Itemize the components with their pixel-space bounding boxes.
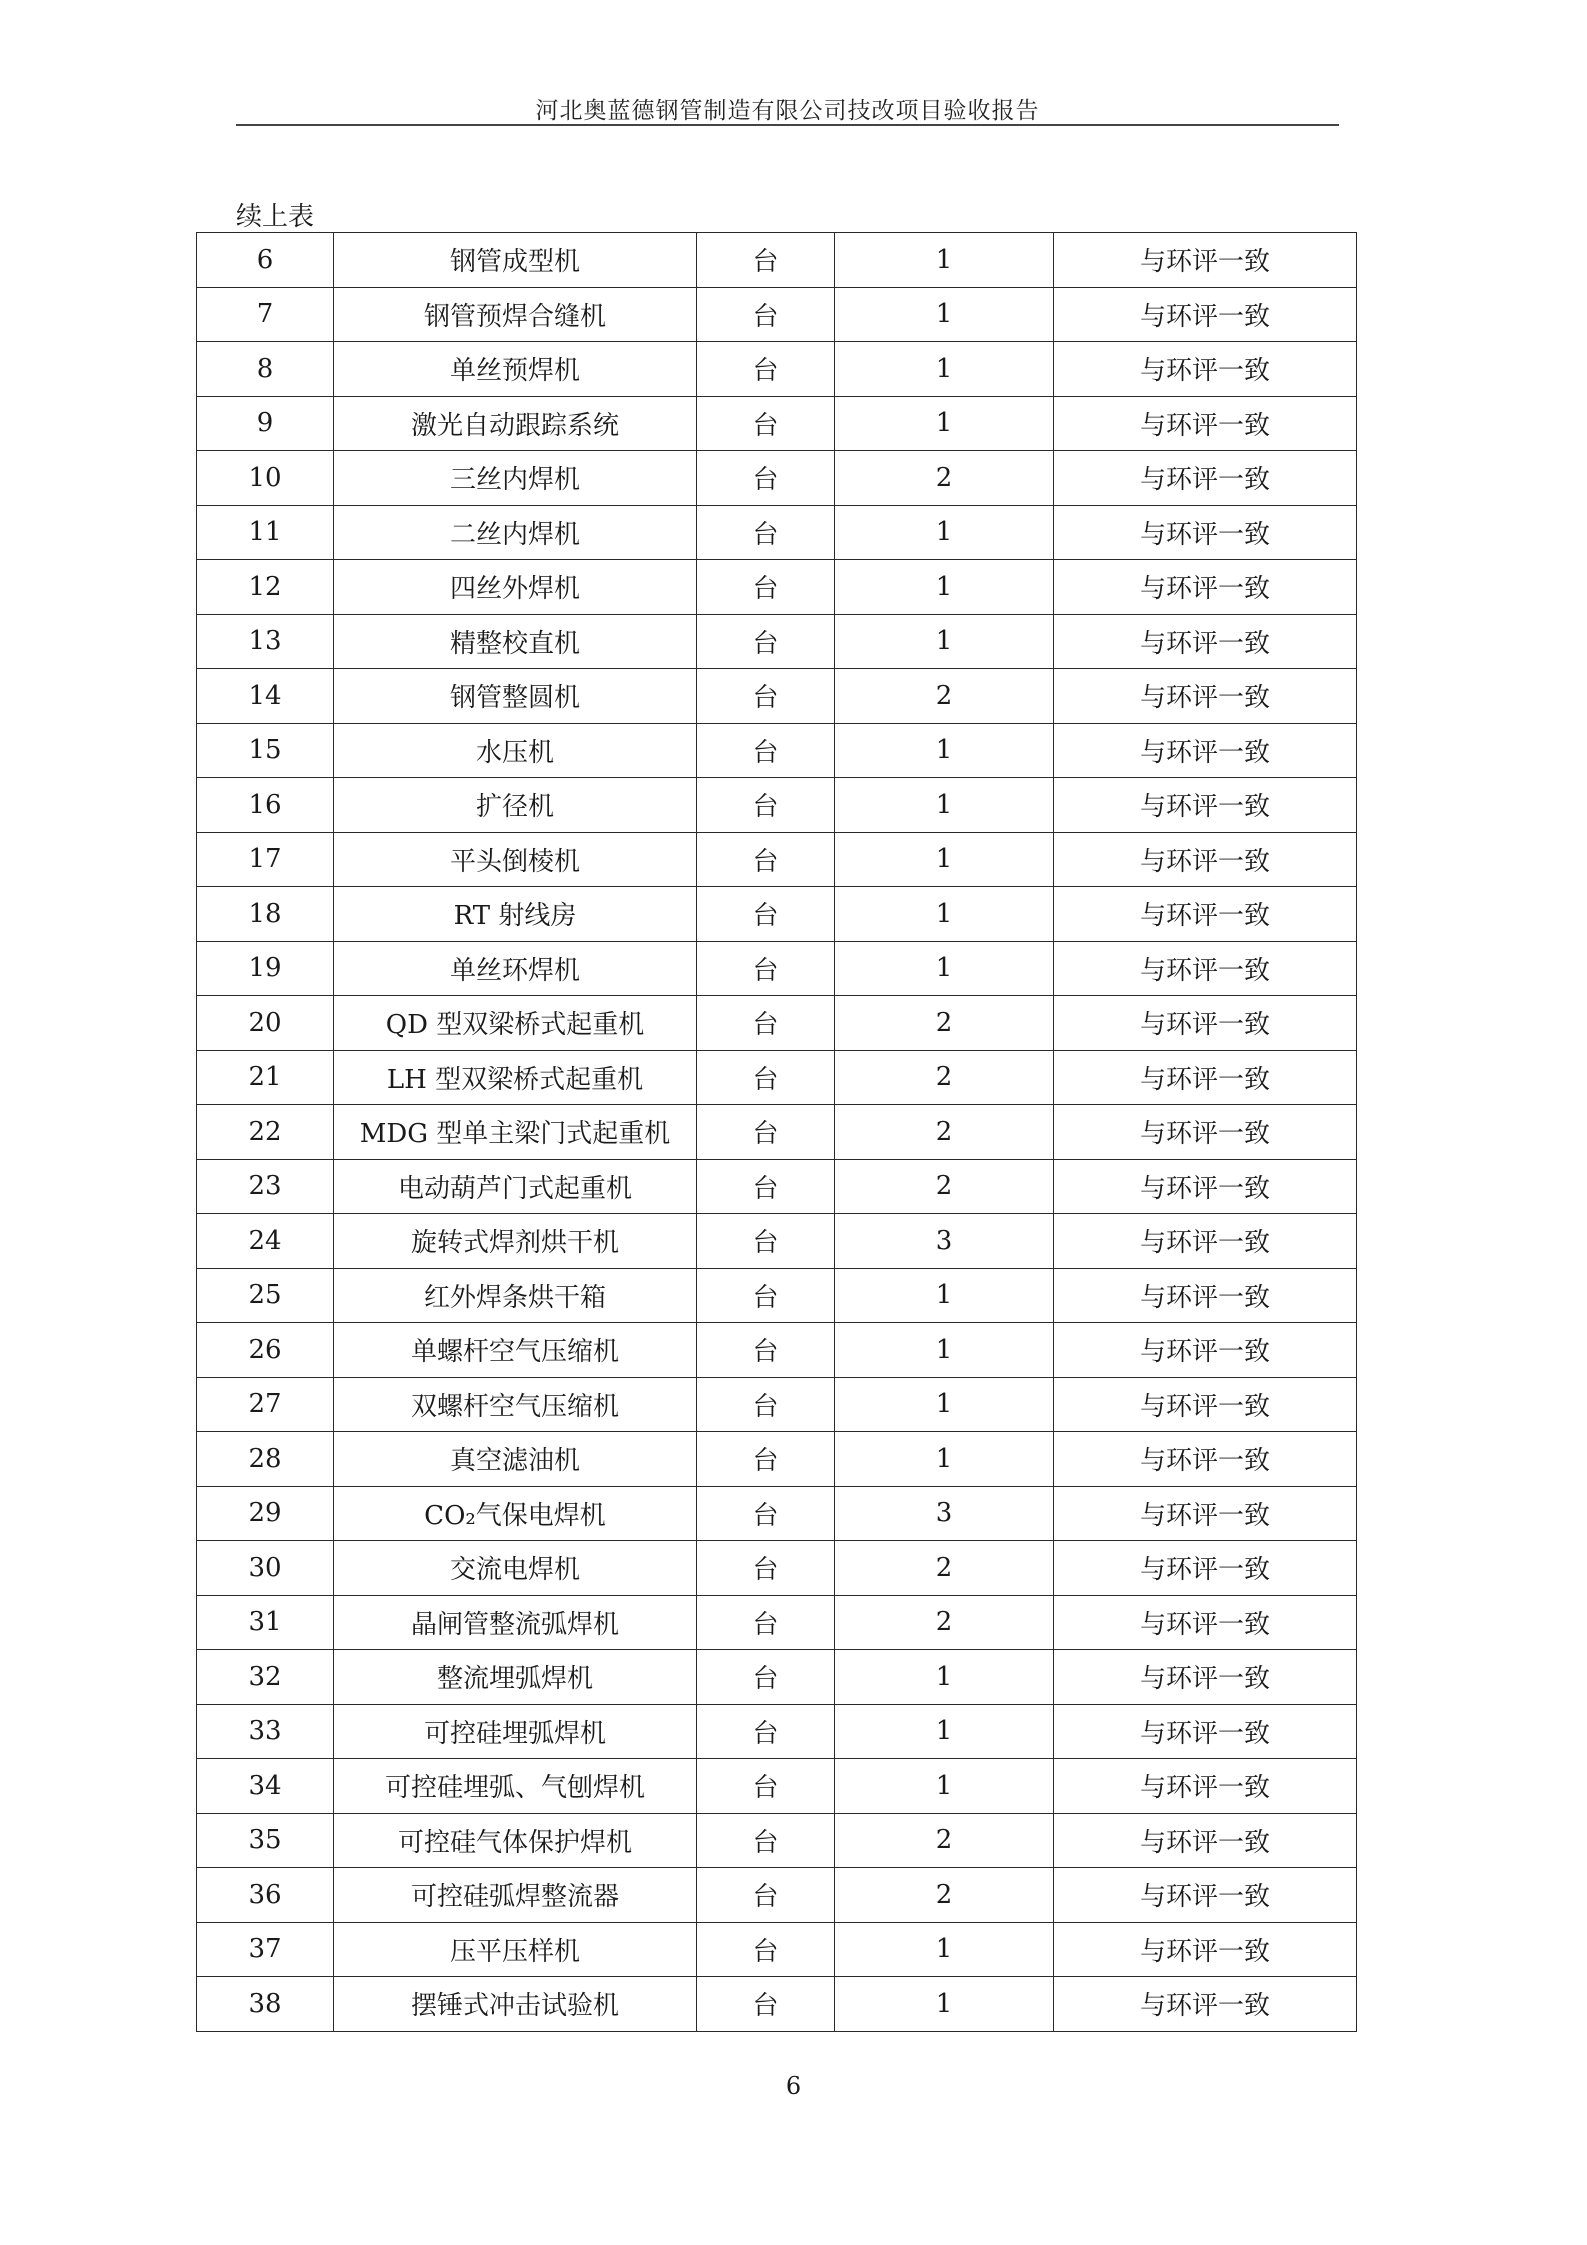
equipment-name-cell: 交流电焊机	[334, 1541, 697, 1596]
header-divider	[236, 124, 1339, 126]
unit-cell: 台	[697, 1650, 835, 1705]
table-row	[197, 1922, 1357, 1977]
unit-cell: 台	[697, 1486, 835, 1541]
remark-cell: 与环评一致	[1054, 1105, 1357, 1160]
equipment-name-cell: 可控硅气体保护焊机	[334, 1813, 697, 1868]
unit-cell: 台	[697, 505, 835, 560]
row-number-cell: 36	[197, 1868, 334, 1923]
quantity-cell: 3	[835, 1486, 1054, 1541]
quantity-cell: 1	[835, 778, 1054, 833]
remark-cell: 与环评一致	[1054, 614, 1357, 669]
row-number-cell: 23	[197, 1159, 334, 1214]
table-row	[197, 832, 1357, 887]
unit-cell: 台	[697, 1595, 835, 1650]
row-number-cell: 9	[197, 396, 334, 451]
unit-cell: 台	[697, 1868, 835, 1923]
unit-cell: 台	[697, 887, 835, 942]
table-row	[197, 1050, 1357, 1105]
unit-cell: 台	[697, 614, 835, 669]
quantity-cell: 1	[835, 1268, 1054, 1323]
remark-cell: 与环评一致	[1054, 1323, 1357, 1378]
remark-cell: 与环评一致	[1054, 1050, 1357, 1105]
remark-cell: 与环评一致	[1054, 396, 1357, 451]
table-row	[197, 342, 1357, 397]
quantity-cell: 1	[835, 832, 1054, 887]
table-row	[197, 996, 1357, 1051]
row-number-cell: 8	[197, 342, 334, 397]
quantity-cell: 1	[835, 396, 1054, 451]
unit-cell: 台	[697, 1977, 835, 2032]
table-row	[197, 723, 1357, 778]
remark-cell: 与环评一致	[1054, 233, 1357, 288]
quantity-cell: 1	[835, 941, 1054, 996]
unit-cell: 台	[697, 1704, 835, 1759]
row-number-cell: 14	[197, 669, 334, 724]
row-number-cell: 22	[197, 1105, 334, 1160]
equipment-name-cell: LH 型双梁桥式起重机	[334, 1050, 697, 1105]
unit-cell: 台	[697, 1050, 835, 1105]
equipment-name-cell: RT 射线房	[334, 887, 697, 942]
equipment-name-cell: 整流埋弧焊机	[334, 1650, 697, 1705]
row-number-cell: 15	[197, 723, 334, 778]
row-number-cell: 20	[197, 996, 334, 1051]
remark-cell: 与环评一致	[1054, 669, 1357, 724]
row-number-cell: 16	[197, 778, 334, 833]
remark-cell: 与环评一致	[1054, 342, 1357, 397]
equipment-name-cell: 旋转式焊剂烘干机	[334, 1214, 697, 1269]
table-row	[197, 1105, 1357, 1160]
table-row	[197, 941, 1357, 996]
equipment-name-cell: 可控硅埋弧、气刨焊机	[334, 1759, 697, 1814]
row-number-cell: 11	[197, 505, 334, 560]
quantity-cell: 1	[835, 1650, 1054, 1705]
equipment-name-cell: 钢管预焊合缝机	[334, 287, 697, 342]
quantity-cell: 2	[835, 996, 1054, 1051]
quantity-cell: 1	[835, 1432, 1054, 1487]
remark-cell: 与环评一致	[1054, 887, 1357, 942]
equipment-name-cell: 精整校直机	[334, 614, 697, 669]
table-row	[197, 1759, 1357, 1814]
equipment-name-cell: 钢管整圆机	[334, 669, 697, 724]
equipment-name-cell: 单螺杆空气压缩机	[334, 1323, 697, 1378]
unit-cell: 台	[697, 1377, 835, 1432]
remark-cell: 与环评一致	[1054, 723, 1357, 778]
table-row	[197, 1704, 1357, 1759]
table-row	[197, 1432, 1357, 1487]
equipment-name-cell: 钢管成型机	[334, 233, 697, 288]
unit-cell: 台	[697, 1813, 835, 1868]
quantity-cell: 1	[835, 233, 1054, 288]
row-number-cell: 24	[197, 1214, 334, 1269]
table-row	[197, 614, 1357, 669]
table-row	[197, 1268, 1357, 1323]
table-row	[197, 887, 1357, 942]
remark-cell: 与环评一致	[1054, 560, 1357, 615]
quantity-cell: 1	[835, 287, 1054, 342]
unit-cell: 台	[697, 1159, 835, 1214]
remark-cell: 与环评一致	[1054, 505, 1357, 560]
unit-cell: 台	[697, 560, 835, 615]
row-number-cell: 34	[197, 1759, 334, 1814]
quantity-cell: 2	[835, 1050, 1054, 1105]
remark-cell: 与环评一致	[1054, 1650, 1357, 1705]
remark-cell: 与环评一致	[1054, 1214, 1357, 1269]
row-number-cell: 30	[197, 1541, 334, 1596]
quantity-cell: 1	[835, 1759, 1054, 1814]
equipment-name-cell: 二丝内焊机	[334, 505, 697, 560]
equipment-name-cell: CO₂气保电焊机	[334, 1486, 697, 1541]
unit-cell: 台	[697, 1432, 835, 1487]
unit-cell: 台	[697, 451, 835, 506]
unit-cell: 台	[697, 1541, 835, 1596]
row-number-cell: 25	[197, 1268, 334, 1323]
quantity-cell: 1	[835, 1377, 1054, 1432]
equipment-table	[196, 232, 1357, 2032]
table-row	[197, 1868, 1357, 1923]
unit-cell: 台	[697, 1922, 835, 1977]
quantity-cell: 1	[835, 614, 1054, 669]
table-row	[197, 560, 1357, 615]
remark-cell: 与环评一致	[1054, 1704, 1357, 1759]
quantity-cell: 2	[835, 1159, 1054, 1214]
page-number: 6	[785, 2072, 802, 2100]
table-row	[197, 1595, 1357, 1650]
equipment-name-cell: 四丝外焊机	[334, 560, 697, 615]
quantity-cell: 1	[835, 1922, 1054, 1977]
remark-cell: 与环评一致	[1054, 287, 1357, 342]
quantity-cell: 2	[835, 451, 1054, 506]
row-number-cell: 31	[197, 1595, 334, 1650]
remark-cell: 与环评一致	[1054, 1813, 1357, 1868]
remark-cell: 与环评一致	[1054, 1159, 1357, 1214]
equipment-name-cell: 双螺杆空气压缩机	[334, 1377, 697, 1432]
remark-cell: 与环评一致	[1054, 1377, 1357, 1432]
equipment-name-cell: 单丝预焊机	[334, 342, 697, 397]
quantity-cell: 1	[835, 1977, 1054, 2032]
quantity-cell: 3	[835, 1214, 1054, 1269]
quantity-cell: 2	[835, 1868, 1054, 1923]
equipment-name-cell: 扩径机	[334, 778, 697, 833]
equipment-name-cell: 单丝环焊机	[334, 941, 697, 996]
equipment-table-body	[197, 233, 1357, 2032]
unit-cell: 台	[697, 342, 835, 397]
quantity-cell: 1	[835, 1323, 1054, 1378]
unit-cell: 台	[697, 396, 835, 451]
equipment-name-cell: QD 型双梁桥式起重机	[334, 996, 697, 1051]
remark-cell: 与环评一致	[1054, 451, 1357, 506]
unit-cell: 台	[697, 287, 835, 342]
remark-cell: 与环评一致	[1054, 1868, 1357, 1923]
row-number-cell: 12	[197, 560, 334, 615]
unit-cell: 台	[697, 723, 835, 778]
table-row	[197, 1323, 1357, 1378]
table-row	[197, 1214, 1357, 1269]
table-row	[197, 1813, 1357, 1868]
unit-cell: 台	[697, 778, 835, 833]
table-row	[197, 1977, 1357, 2032]
table-row	[197, 1159, 1357, 1214]
remark-cell: 与环评一致	[1054, 1595, 1357, 1650]
row-number-cell: 6	[197, 233, 334, 288]
row-number-cell: 18	[197, 887, 334, 942]
remark-cell: 与环评一致	[1054, 941, 1357, 996]
page-header: 河北奥蓝德钢管制造有限公司技改项目验收报告	[535, 98, 1040, 124]
row-number-cell: 13	[197, 614, 334, 669]
equipment-name-cell: 红外焊条烘干箱	[334, 1268, 697, 1323]
row-number-cell: 28	[197, 1432, 334, 1487]
table-row	[197, 1541, 1357, 1596]
remark-cell: 与环评一致	[1054, 778, 1357, 833]
unit-cell: 台	[697, 832, 835, 887]
unit-cell: 台	[697, 1105, 835, 1160]
table-row	[197, 669, 1357, 724]
unit-cell: 台	[697, 941, 835, 996]
equipment-name-cell: 激光自动跟踪系统	[334, 396, 697, 451]
remark-cell: 与环评一致	[1054, 1268, 1357, 1323]
equipment-name-cell: 电动葫芦门式起重机	[334, 1159, 697, 1214]
unit-cell: 台	[697, 233, 835, 288]
remark-cell: 与环评一致	[1054, 1922, 1357, 1977]
equipment-name-cell: 三丝内焊机	[334, 451, 697, 506]
table-row	[197, 1650, 1357, 1705]
quantity-cell: 1	[835, 342, 1054, 397]
remark-cell: 与环评一致	[1054, 1759, 1357, 1814]
quantity-cell: 1	[835, 723, 1054, 778]
row-number-cell: 33	[197, 1704, 334, 1759]
equipment-name-cell: 真空滤油机	[334, 1432, 697, 1487]
row-number-cell: 27	[197, 1377, 334, 1432]
remark-cell: 与环评一致	[1054, 1541, 1357, 1596]
quantity-cell: 2	[835, 1813, 1054, 1868]
equipment-name-cell: MDG 型单主梁门式起重机	[334, 1105, 697, 1160]
quantity-cell: 2	[835, 1595, 1054, 1650]
row-number-cell: 35	[197, 1813, 334, 1868]
quantity-cell: 2	[835, 669, 1054, 724]
equipment-name-cell: 平头倒棱机	[334, 832, 697, 887]
row-number-cell: 38	[197, 1977, 334, 2032]
table-row	[197, 1377, 1357, 1432]
remark-cell: 与环评一致	[1054, 1432, 1357, 1487]
remark-cell: 与环评一致	[1054, 996, 1357, 1051]
row-number-cell: 19	[197, 941, 334, 996]
quantity-cell: 1	[835, 560, 1054, 615]
unit-cell: 台	[697, 996, 835, 1051]
table-row	[197, 287, 1357, 342]
quantity-cell: 1	[835, 1704, 1054, 1759]
row-number-cell: 26	[197, 1323, 334, 1378]
row-number-cell: 32	[197, 1650, 334, 1705]
quantity-cell: 2	[835, 1105, 1054, 1160]
table-row	[197, 396, 1357, 451]
remark-cell: 与环评一致	[1054, 1486, 1357, 1541]
equipment-name-cell: 水压机	[334, 723, 697, 778]
row-number-cell: 21	[197, 1050, 334, 1105]
table-row	[197, 451, 1357, 506]
table-row	[197, 1486, 1357, 1541]
remark-cell: 与环评一致	[1054, 832, 1357, 887]
table-row	[197, 505, 1357, 560]
equipment-name-cell: 压平压样机	[334, 1922, 697, 1977]
unit-cell: 台	[697, 1323, 835, 1378]
table-caption: 续上表	[236, 202, 315, 232]
table-row	[197, 778, 1357, 833]
row-number-cell: 7	[197, 287, 334, 342]
row-number-cell: 17	[197, 832, 334, 887]
unit-cell: 台	[697, 1759, 835, 1814]
row-number-cell: 10	[197, 451, 334, 506]
remark-cell: 与环评一致	[1054, 1977, 1357, 2032]
equipment-name-cell: 晶闸管整流弧焊机	[334, 1595, 697, 1650]
equipment-name-cell: 可控硅弧焊整流器	[334, 1868, 697, 1923]
table-row	[197, 233, 1357, 288]
row-number-cell: 37	[197, 1922, 334, 1977]
unit-cell: 台	[697, 1268, 835, 1323]
unit-cell: 台	[697, 1214, 835, 1269]
quantity-cell: 2	[835, 1541, 1054, 1596]
equipment-name-cell: 摆锤式冲击试验机	[334, 1977, 697, 2032]
quantity-cell: 1	[835, 505, 1054, 560]
quantity-cell: 1	[835, 887, 1054, 942]
row-number-cell: 29	[197, 1486, 334, 1541]
equipment-name-cell: 可控硅埋弧焊机	[334, 1704, 697, 1759]
unit-cell: 台	[697, 669, 835, 724]
